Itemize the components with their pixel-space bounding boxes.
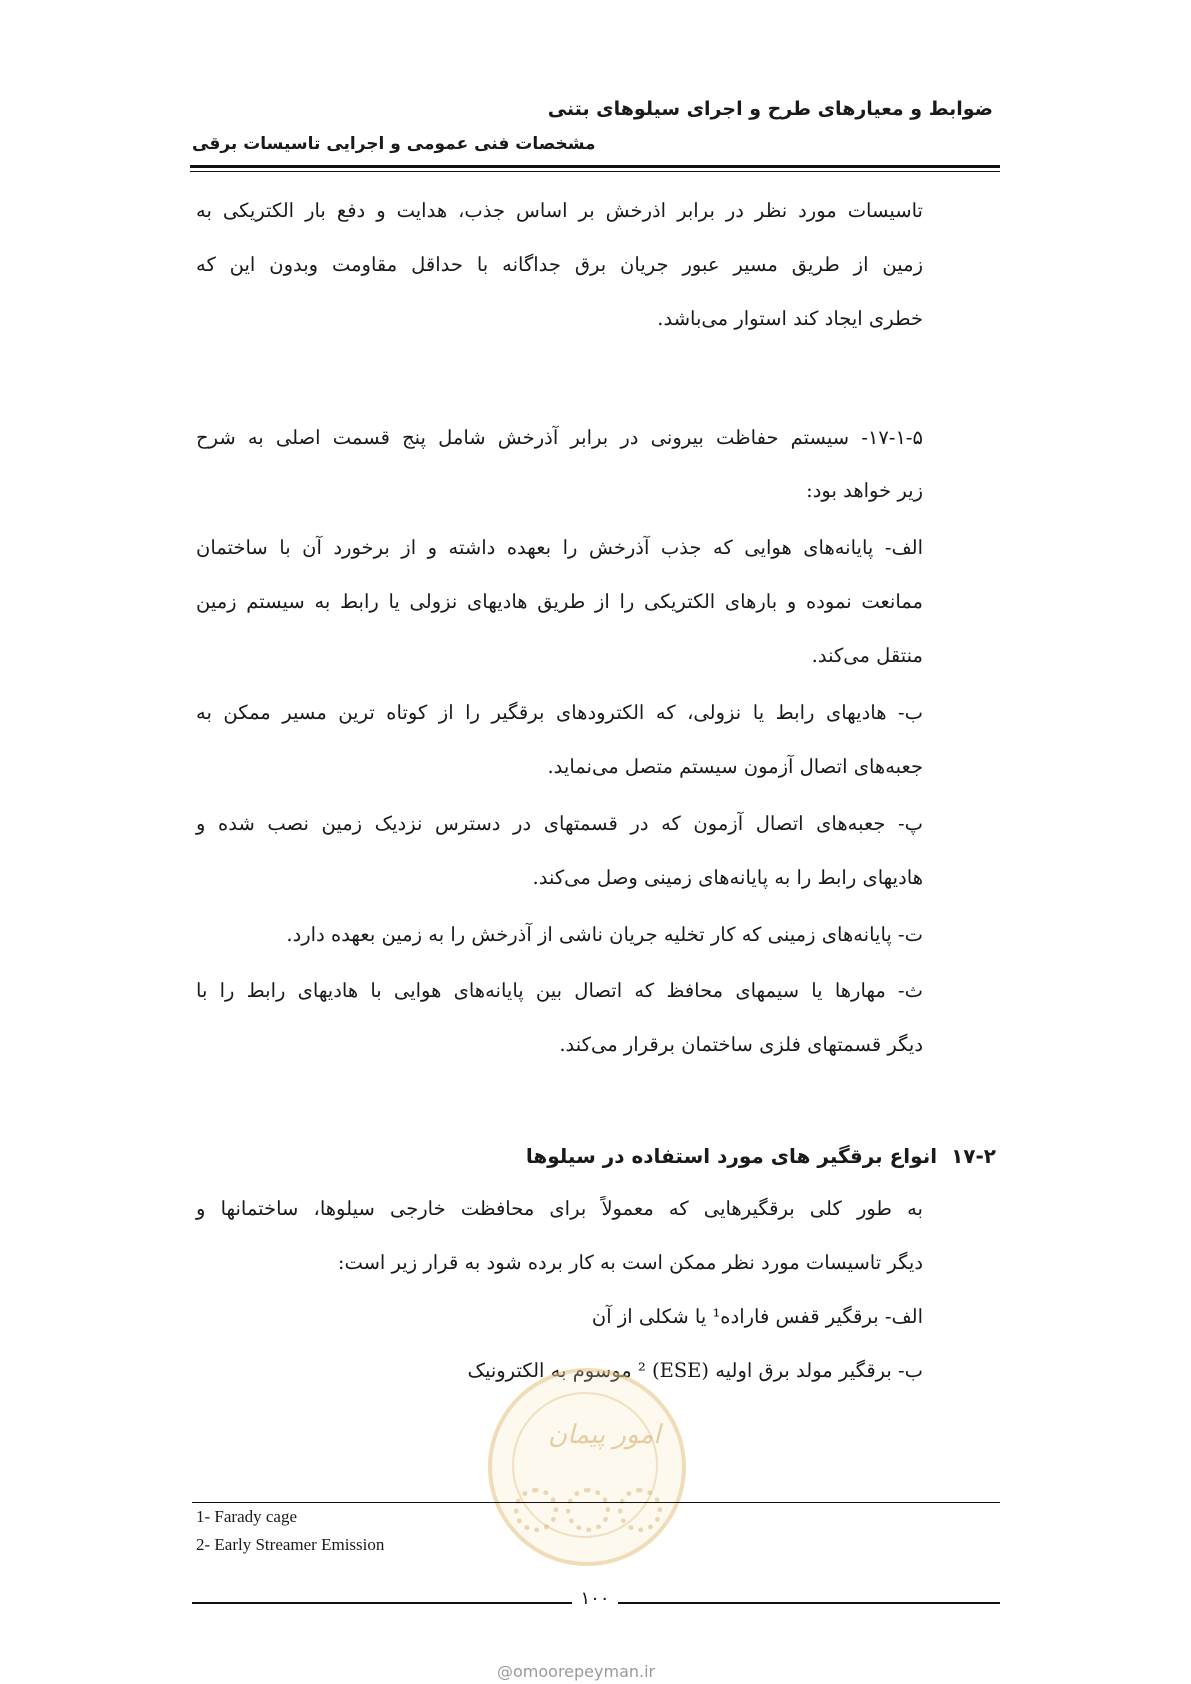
paragraph-line: الف- پایانه‌های هوایی که جذب آذرخش را بعهده داشته و از برخورد آن با ساختمان <box>196 536 923 559</box>
footnote: 1- Farady cage <box>196 1507 298 1526</box>
footnote: 2- Early Streamer Emission <box>196 1535 385 1554</box>
paragraph-line: ب- برقگیر مولد برق اولیه (ESE) ² موسوم به الکترونیک <box>467 1359 923 1382</box>
section-heading-number: ۱۷-۲ <box>951 1144 996 1168</box>
running-header-title: ضوابط و معیارهای طرح و اجرای سیلوهای بتنی <box>547 98 993 120</box>
paragraph-line: دیگر قسمتهای فلزی ساختمان برقرار می‌کند. <box>559 1033 923 1056</box>
paragraph-line: ممانعت نموده و بارهای الکتریکی را از طریق هادیهای نزولی یا رابط به سیستم زمین <box>196 590 923 613</box>
watermark-gear-icon <box>566 1488 610 1532</box>
watermark-gear-icon <box>514 1488 558 1532</box>
footer-rule-right <box>618 1602 1000 1604</box>
paragraph-line: ب- هادیهای رابط یا نزولی، که الکترودهای برقگیر را از کوتاه ترین مسیر ممکن به <box>196 701 923 724</box>
watermark-website: @omoorepeyman.ir <box>497 1662 656 1681</box>
paragraph-line: به طور کلی برقگیرهایی که معمولاً برای محافظت خارجی سیلوها، ساختمانها و <box>196 1197 923 1220</box>
paragraph-line: ۱۷-۱-۵- سیستم حفاظت بیرونی در برابر آذرخش شامل پنج قسمت اصلی به شرح <box>196 426 923 449</box>
paragraph-line: خطری ایجاد کند استوار می‌باشد. <box>657 307 923 330</box>
section-heading-text: انواع برقگیر های مورد استفاده در سیلوها <box>525 1144 938 1168</box>
paragraph-line: الف- برقگیر قفس فاراده¹ یا شکلی از آن <box>591 1305 923 1328</box>
paragraph-line: ت- پایانه‌های زمینی که کار تخلیه جریان ناشی از آذرخش را به زمین بعهده دارد. <box>286 923 923 946</box>
paragraph-line: دیگر تاسیسات مورد نظر ممکن است به کار برده شود به قرار زیر است: <box>337 1251 923 1274</box>
watermark-logo-text: امور پیمان <box>548 1420 661 1450</box>
footer-rule-left <box>192 1602 572 1604</box>
footnote-rule <box>192 1502 1000 1503</box>
paragraph-line: جعبه‌های اتصال آزمون سیستم متصل می‌نماید. <box>547 755 923 778</box>
header-rule-thick <box>190 165 1000 168</box>
paragraph-line: زیر خواهد بود: <box>806 479 923 502</box>
paragraph-line: ث- مهارها یا سیمهای محافظ که اتصال بین پایانه‌های هوایی با هادیهای رابط را با <box>196 979 923 1002</box>
watermark-gear-icon <box>618 1488 662 1532</box>
paragraph-line: منتقل می‌کند. <box>811 644 923 667</box>
header-rule-thin <box>190 171 1000 172</box>
page-number: ۱۰۰ <box>580 1588 610 1609</box>
paragraph-line: هادیهای رابط را به پایانه‌های زمینی وصل می‌کند. <box>532 866 923 889</box>
section-heading <box>526 1144 996 1168</box>
running-header-subtitle: مشخصات فنی عمومی و اجرایی تاسیسات برقی <box>192 134 596 154</box>
paragraph-line: تاسیسات مورد نظر در برابر اذرخش بر اساس جذب، هدایت و دفع بار الکتریکی به <box>196 199 923 222</box>
paragraph-line: زمین از طریق مسیر عبور جریان برق جداگانه با حداقل مقاومت وبدون این که <box>196 253 923 276</box>
paragraph-line: پ- جعبه‌های اتصال آزمون که در قسمتهای در دسترس نزدیک زمین نصب شده و <box>196 812 923 835</box>
